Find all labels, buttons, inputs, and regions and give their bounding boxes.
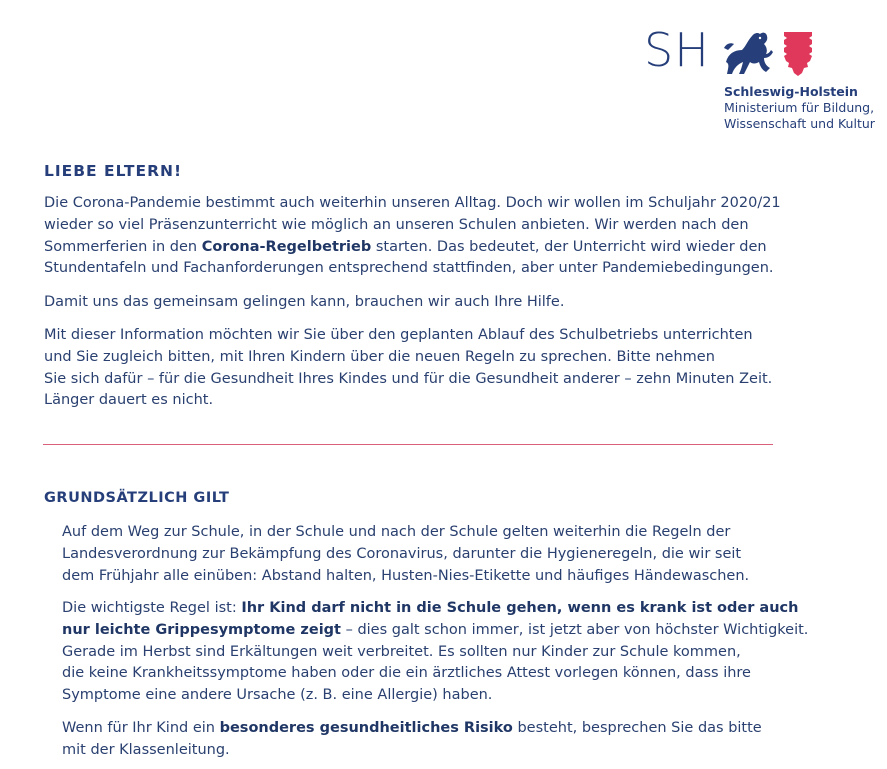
coat-of-arms-icon <box>722 28 818 78</box>
text-span: besteht, besprechen Sie das bitte <box>512 720 762 736</box>
text-line: Auf dem Weg zur Schule, in der Schule und nach der Schule gelten weiterhin die Regeln der <box>62 524 731 540</box>
text-line <box>62 620 808 642</box>
risk-emphasis: besonderes gesundheitliches Risiko <box>219 720 513 736</box>
rules-paragraph-2 <box>62 598 808 707</box>
text-line: die keine Krankheitssymptome haben oder die ein ärztliches Attest vorlegen können, dass ihre <box>62 665 751 682</box>
ministry-line-2: Wissenschaft und Kultur <box>724 116 875 131</box>
regelbetrieb-emphasis: Corona-Regelbetrieb <box>201 238 372 255</box>
section-divider <box>43 444 773 445</box>
text-line <box>62 598 808 620</box>
text-line: mit der Klassenleitung. <box>62 741 230 758</box>
org-name: Schleswig-Holstein <box>724 84 858 99</box>
text-line: Mit dieser Information möchten wir Sie über den geplanten Ablauf des Schulbetriebs unterrichten <box>44 327 753 343</box>
text-line: Sie sich dafür – für die Gesundheit Ihres Kindes und für die Gesundheit anderer – zehn Minuten Zeit. <box>44 370 773 387</box>
text-span: Die wichtigste Regel ist: <box>62 600 242 616</box>
intro-paragraph-1 <box>44 193 781 280</box>
text-line: dem Frühjahr alle einüben: Abstand halten, Husten-Nies-Etikette und häufiges Händewaschen. <box>62 567 750 584</box>
section-heading: GRUNDSÄTZLICH GILT <box>44 490 230 506</box>
text-span: – dies galt schon immer, ist jetzt aber von höchster Wichtigkeit. <box>340 621 809 638</box>
nettle-leaf-icon <box>784 32 812 76</box>
greeting-heading: LIEBE ELTERN! <box>44 162 183 180</box>
text-line: Gerade im Herbst sind Erkältungen weit verbreitet. Es sollten nur Kinder zur Schule kommen, <box>62 643 741 660</box>
text-line: und Sie zugleich bitten, mit Ihren Kindern über die neuen Regeln zu sprechen. Bitte nehmen <box>44 348 715 365</box>
text-line <box>62 718 762 740</box>
text-line: wieder so viel Präsenzunterricht wie möglich an unseren Schulen anbieten. Wir werden nach den <box>44 216 749 233</box>
text-span: Wenn für Ihr Kind ein <box>62 720 220 736</box>
text-line: Landesverordnung zur Bekämpfung des Coronavirus, darunter die Hygieneregeln, die wir seit <box>62 545 742 562</box>
text-span: starten. Das bedeutet, der Unterricht wird wieder den <box>371 238 767 255</box>
text-span: Sommerferien in den <box>44 238 202 255</box>
text-line <box>44 237 781 259</box>
main-rule-emphasis: Ihr Kind darf nicht in die Schule gehen, wenn es krank ist oder auch <box>241 600 799 616</box>
text-line: Länger dauert es nicht. <box>44 392 214 409</box>
intro-paragraph-2: Damit uns das gemeinsam gelingen kann, brauchen wir auch Ihre Hilfe. <box>44 294 565 310</box>
rules-paragraph-3 <box>62 718 762 762</box>
intro-paragraph-3 <box>44 325 772 412</box>
ministry-line-1: Ministerium für Bildung, <box>724 100 875 115</box>
organization-block <box>724 84 887 132</box>
main-rule-emphasis: nur leichte Grippesymptome zeigt <box>62 621 341 638</box>
text-line: Die Corona-Pandemie bestimmt auch weiterhin unseren Alltag. Doch wir wollen im Schuljahr 2020/21 <box>44 195 781 211</box>
text-line: Symptome eine andere Ursache (z. B. eine Allergie) haben. <box>62 687 493 704</box>
rules-paragraph-1 <box>62 522 749 587</box>
lion-icon <box>724 33 773 74</box>
logo-sh-wordmark: SH <box>644 23 710 77</box>
text-line: Stundentafeln und Fachanforderungen entsprechend stattfinden, aber unter Pandemiebedingungen. <box>44 260 774 277</box>
